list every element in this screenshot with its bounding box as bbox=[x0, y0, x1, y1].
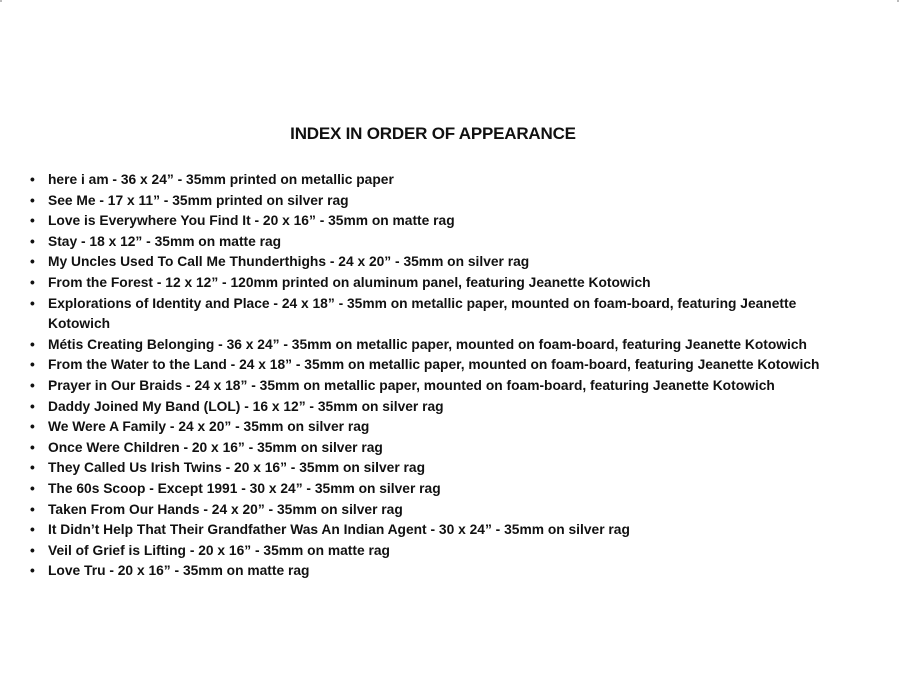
list-item-text: They Called Us Irish Twins - 20 x 16” - 35mm on silver rag bbox=[48, 460, 425, 476]
list-item-text: here i am - 36 x 24” - 35mm printed on metallic paper bbox=[48, 172, 394, 187]
bullet-icon: • bbox=[30, 254, 35, 270]
bullet-icon: • bbox=[30, 439, 35, 455]
list-item bbox=[30, 191, 850, 212]
list-item-text: Explorations of Identity and Place - 24 x 18” - 35mm on metallic paper, mounted on foam-board, featuring Jeanette Kotowich bbox=[48, 295, 797, 332]
list-item bbox=[30, 252, 850, 273]
bullet-icon: • bbox=[30, 480, 35, 496]
list-item bbox=[30, 355, 850, 376]
bullet-icon: • bbox=[30, 460, 35, 476]
bullet-icon: • bbox=[30, 501, 35, 517]
list-item bbox=[30, 417, 850, 438]
bullet-icon: • bbox=[30, 336, 35, 352]
bullet-icon: • bbox=[30, 522, 35, 538]
list-item bbox=[30, 458, 850, 479]
list-item-text: We Were A Family - 24 x 20” - 35mm on silver rag bbox=[48, 419, 370, 435]
list-item-text: My Uncles Used To Call Me Thunderthighs - 24 x 20” - 35mm on silver rag bbox=[48, 254, 530, 270]
corner-mark-top-left bbox=[0, 0, 2, 2]
list-item bbox=[30, 500, 850, 521]
list-item-text: Veil of Grief is Lifting - 20 x 16” - 35mm on matte rag bbox=[48, 542, 390, 558]
list-item bbox=[30, 520, 850, 541]
bullet-icon: • bbox=[30, 172, 35, 187]
bullet-icon: • bbox=[30, 563, 35, 579]
list-item-text: Love Tru - 20 x 16” - 35mm on matte rag bbox=[48, 563, 310, 579]
list-item-text: Stay - 18 x 12” - 35mm on matte rag bbox=[48, 233, 282, 249]
list-item-text: The 60s Scoop - Except 1991 - 30 x 24” - 35mm on silver rag bbox=[48, 480, 441, 496]
bullet-icon: • bbox=[30, 357, 35, 373]
list-item bbox=[30, 438, 850, 459]
list-item bbox=[30, 170, 850, 191]
list-item bbox=[30, 397, 850, 418]
bullet-icon: • bbox=[30, 274, 35, 290]
list-item-text: Métis Creating Belonging - 36 x 24” - 35mm on metallic paper, mounted on foam-board, featuring Jeanette Kotowich bbox=[48, 336, 807, 352]
list-item bbox=[30, 232, 850, 253]
list-item-text: Taken From Our Hands - 24 x 20” - 35mm on silver rag bbox=[48, 501, 403, 517]
bullet-icon: • bbox=[30, 419, 35, 435]
list-item bbox=[30, 376, 850, 397]
list-item bbox=[30, 541, 850, 562]
index-list bbox=[30, 170, 850, 582]
list-item-text: Prayer in Our Braids - 24 x 18” - 35mm on metallic paper, mounted on foam-board, featuring Jeanette Kotowich bbox=[48, 377, 775, 393]
bullet-icon: • bbox=[30, 398, 35, 414]
list-item bbox=[30, 479, 850, 500]
list-item bbox=[30, 335, 850, 356]
bullet-icon: • bbox=[30, 377, 35, 393]
list-item-text: From the Forest - 12 x 12” - 120mm printed on aluminum panel, featuring Jeanette Kotowich bbox=[48, 274, 651, 290]
page-title: INDEX IN ORDER OF APPEARANCE bbox=[290, 124, 576, 143]
bullet-icon: • bbox=[30, 213, 35, 229]
list-item-text: It Didn’t Help That Their Grandfather Was An Indian Agent - 30 x 24” - 35mm on silver rag bbox=[48, 522, 630, 538]
bullet-icon: • bbox=[30, 295, 35, 311]
list-item-text: Daddy Joined My Band (LOL) - 16 x 12” - 35mm on silver rag bbox=[48, 398, 444, 414]
list-item-text: See Me - 17 x 11” - 35mm printed on silver rag bbox=[48, 192, 349, 208]
list-item bbox=[30, 294, 850, 335]
list-item bbox=[30, 561, 850, 582]
bullet-icon: • bbox=[30, 542, 35, 558]
list-item bbox=[30, 273, 850, 294]
list-item-text: Once Were Children - 20 x 16” - 35mm on silver rag bbox=[48, 439, 383, 455]
list-item bbox=[30, 211, 850, 232]
list-item-text: Love is Everywhere You Find It - 20 x 16” - 35mm on matte rag bbox=[48, 213, 455, 229]
bullet-icon: • bbox=[30, 233, 35, 249]
bullet-icon: • bbox=[30, 192, 35, 208]
list-item-text: From the Water to the Land - 24 x 18” - 35mm on metallic paper, mounted on foam-board, featuring Jeanette Kotowich bbox=[48, 357, 820, 373]
